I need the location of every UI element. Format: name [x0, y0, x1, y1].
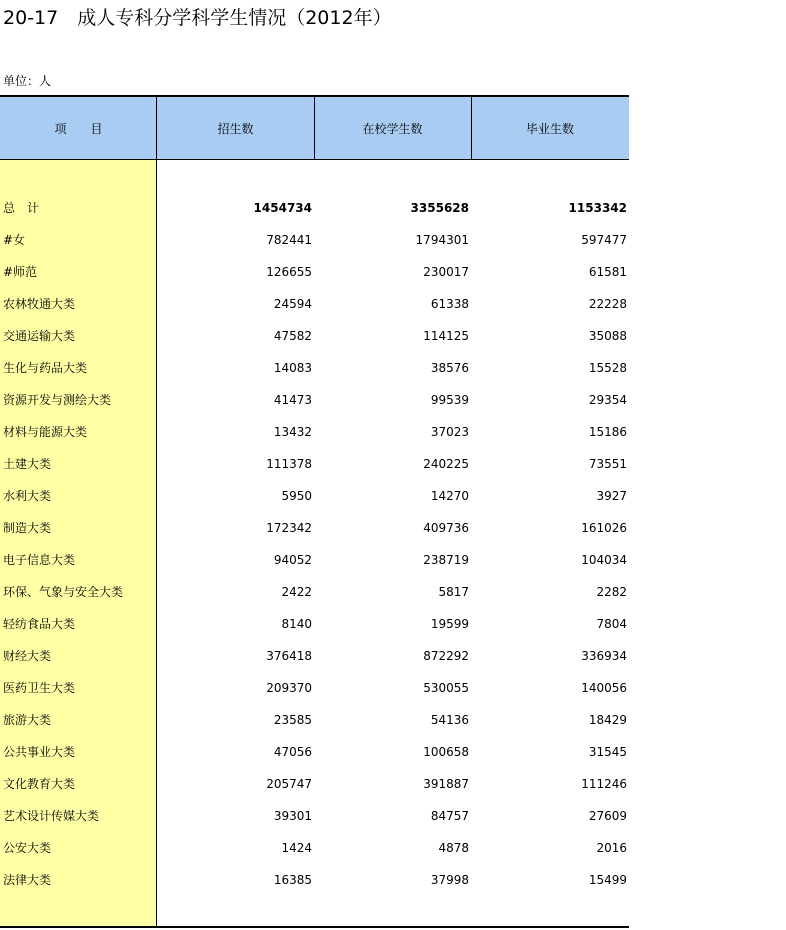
- row-label: 旅游大类: [3, 713, 52, 727]
- row-value: 37998: [430, 873, 469, 887]
- row-label: 公共事业大类: [3, 745, 76, 759]
- table-row: [0, 800, 629, 832]
- row-value: 16385: [273, 873, 312, 887]
- table-row: [0, 224, 629, 256]
- data-table: [0, 95, 629, 930]
- table-row: [0, 320, 629, 352]
- row-value: 23585: [273, 713, 312, 727]
- row-label: 总 计: [3, 201, 40, 215]
- table-row: [0, 192, 629, 224]
- row-value: 14083: [273, 361, 312, 375]
- row-value: 597477: [581, 233, 627, 247]
- row-value: 126655: [266, 265, 312, 279]
- row-value: 15528: [588, 361, 627, 375]
- row-label: 公安大类: [3, 841, 52, 855]
- row-label: 财经大类: [3, 649, 52, 663]
- table-row: [0, 768, 629, 800]
- row-label: 材料与能源大类: [3, 425, 88, 439]
- row-value: 391887: [423, 777, 469, 791]
- row-value: 782441: [266, 233, 312, 247]
- row-value: 73551: [588, 457, 627, 471]
- row-value: 39301: [273, 809, 312, 823]
- row-value: 172342: [266, 521, 312, 535]
- row-label: 交通运输大类: [3, 329, 76, 343]
- row-label: 轻纺食品大类: [3, 617, 76, 631]
- row-value: 18429: [588, 713, 627, 727]
- row-value: 3927: [596, 489, 627, 503]
- row-value: 38576: [430, 361, 469, 375]
- row-value: 54136: [430, 713, 469, 727]
- row-value: 1794301: [415, 233, 469, 247]
- header-divider: [471, 97, 472, 159]
- row-label: 制造大类: [3, 521, 52, 535]
- row-value: 94052: [273, 553, 312, 567]
- row-label: 水利大类: [3, 489, 52, 503]
- row-value: 376418: [266, 649, 312, 663]
- row-value: 530055: [423, 681, 469, 695]
- row-value: 205747: [266, 777, 312, 791]
- table-bottom-rule: [0, 926, 629, 928]
- row-value: 240225: [423, 457, 469, 471]
- table-row: [0, 672, 629, 704]
- row-label: 电子信息大类: [3, 553, 76, 567]
- table-row: [0, 288, 629, 320]
- row-value: 1424: [281, 841, 312, 855]
- row-value: 2016: [596, 841, 627, 855]
- row-label: 土建大类: [3, 457, 52, 471]
- row-value: 2282: [596, 585, 627, 599]
- row-value: 29354: [588, 393, 627, 407]
- row-value: 1153342: [568, 201, 627, 215]
- row-value: 104034: [581, 553, 627, 567]
- row-value: 99539: [430, 393, 469, 407]
- row-value: 2422: [281, 585, 312, 599]
- table-row: [0, 864, 629, 896]
- row-label: #女: [3, 233, 26, 247]
- header-item: 项 目: [54, 122, 103, 136]
- row-value: 1454734: [253, 201, 312, 215]
- header-graduates: 毕业生数: [525, 122, 574, 136]
- row-value: 5817: [438, 585, 469, 599]
- header-divider: [314, 97, 315, 159]
- table-row: [0, 416, 629, 448]
- row-value: 24594: [273, 297, 312, 311]
- row-value: 22228: [588, 297, 627, 311]
- header-divider: [156, 97, 157, 159]
- page-title: 20-17 成人专科分学科学生情况（2012年）: [3, 7, 392, 29]
- row-value: 4878: [438, 841, 469, 855]
- row-value: 61581: [588, 265, 627, 279]
- table-row: [0, 256, 629, 288]
- table-row: [0, 704, 629, 736]
- header-enrollment: 招生数: [217, 122, 254, 136]
- row-value: 47056: [273, 745, 312, 759]
- row-label: 艺术设计传媒大类: [3, 809, 100, 823]
- row-value: 47582: [273, 329, 312, 343]
- table-row: [0, 608, 629, 640]
- row-value: 5950: [281, 489, 312, 503]
- row-value: 336934: [581, 649, 627, 663]
- table-row: [0, 736, 629, 768]
- row-label: 法律大类: [3, 873, 52, 887]
- table-row: [0, 832, 629, 864]
- row-value: 3355628: [410, 201, 469, 215]
- unit-label: 单位：人: [3, 74, 52, 88]
- row-value: 111378: [266, 457, 312, 471]
- row-value: 140056: [581, 681, 627, 695]
- row-value: 111246: [581, 777, 627, 791]
- row-value: 161026: [581, 521, 627, 535]
- table-row: [0, 512, 629, 544]
- row-label: 农林牧通大类: [3, 297, 76, 311]
- row-value: 35088: [588, 329, 627, 343]
- row-value: 230017: [423, 265, 469, 279]
- row-value: 14270: [430, 489, 469, 503]
- table-row: [0, 384, 629, 416]
- row-label: 医药卫生大类: [3, 681, 76, 695]
- row-value: 409736: [423, 521, 469, 535]
- row-value: 19599: [430, 617, 469, 631]
- row-value: 209370: [266, 681, 312, 695]
- row-label: 生化与药品大类: [3, 361, 88, 375]
- table-row: [0, 352, 629, 384]
- row-value: 15499: [588, 873, 627, 887]
- row-label: 环保、气象与安全大类: [3, 585, 124, 599]
- row-label: 文化教育大类: [3, 777, 76, 791]
- row-value: 61338: [430, 297, 469, 311]
- table-row: [0, 544, 629, 576]
- row-value: 41473: [273, 393, 312, 407]
- header-students: 在校学生数: [362, 122, 423, 136]
- row-value: 114125: [423, 329, 469, 343]
- row-value: 100658: [423, 745, 469, 759]
- row-value: 15186: [588, 425, 627, 439]
- row-value: 7804: [596, 617, 627, 631]
- row-value: 872292: [423, 649, 469, 663]
- table-row: [0, 448, 629, 480]
- row-value: 238719: [423, 553, 469, 567]
- row-value: 27609: [588, 809, 627, 823]
- table-row: [0, 480, 629, 512]
- row-value: 37023: [430, 425, 469, 439]
- row-label: #师范: [3, 265, 38, 279]
- table-row: [0, 640, 629, 672]
- row-value: 31545: [588, 745, 627, 759]
- row-value: 13432: [273, 425, 312, 439]
- row-value: 8140: [281, 617, 312, 631]
- row-value: 84757: [430, 809, 469, 823]
- table-row: [0, 576, 629, 608]
- table-top-rule: [0, 95, 629, 97]
- row-label: 资源开发与测绘大类: [3, 393, 112, 407]
